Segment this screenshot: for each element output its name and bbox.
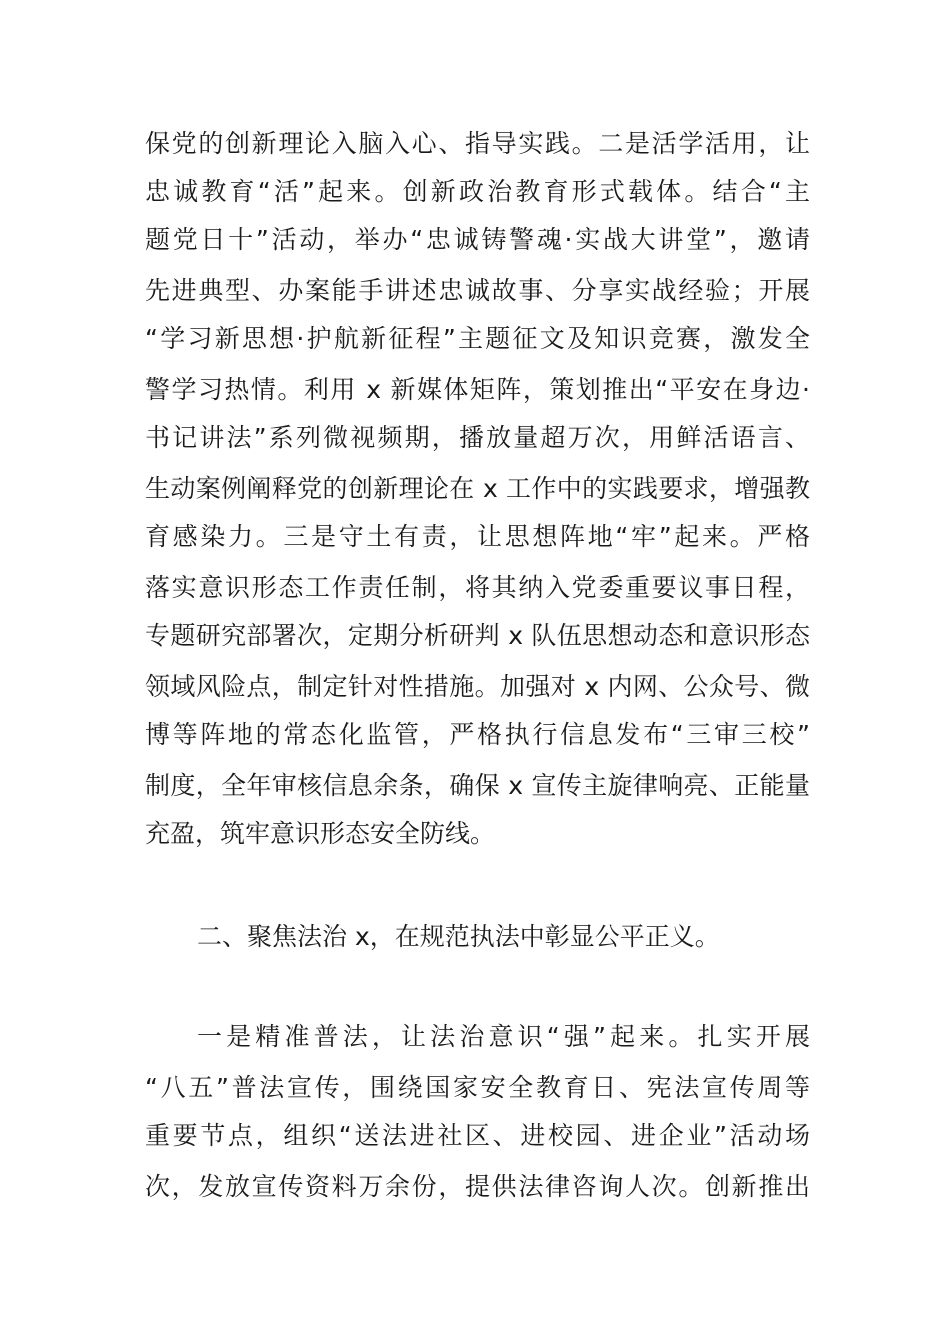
body-text-line: 生动案例阐释党的创新理论在 x 工作中的实践要求，增强教 — [145, 474, 810, 503]
body-text-line: 书记讲法”系列微视频期，播放量超万次，用鲜活语言、 — [145, 423, 810, 452]
body-text-line: 重要节点，组织“送法进社区、进校园、进企业”活动场 — [145, 1121, 810, 1150]
body-text-line: 一是精准普法，让法治意识“强”起来。扎实开展 — [197, 1022, 810, 1051]
body-text-line: 专题研究部署次，定期分析研判 x 队伍思想动态和意识形态 — [145, 621, 810, 650]
body-text-line: 先进典型、办案能手讲述忠诚故事、分享实战经验；开展 — [145, 276, 810, 305]
body-text-line: 忠诚教育“活”起来。创新政治教育形式载体。结合“主 — [145, 177, 810, 206]
body-text-line: 落实意识形态工作责任制，将其纳入党委重要议事日程， — [145, 573, 810, 602]
body-text-line: 领域风险点，制定针对性措施。加强对 x 内网、公众号、微 — [145, 672, 810, 701]
body-text-line: 制度，全年审核信息余条，确保 x 宣传主旋律响亮、正能量 — [145, 771, 810, 800]
body-text-line: 保党的创新理论入脑入心、指导实践。二是活学活用，让 — [145, 129, 810, 158]
body-text-line: “八五”普法宣传，围绕国家安全教育日、宪法宣传周等 — [145, 1073, 810, 1102]
section-heading: 二、聚焦法治 x，在规范执法中彰显公平正义。 — [197, 922, 720, 951]
body-text-line: 次，发放宣传资料万余份，提供法律咨询人次。创新推出 — [145, 1172, 810, 1201]
body-text-line: 育感染力。三是守土有责，让思想阵地“牢”起来。严格 — [145, 522, 810, 551]
body-text-line: 警学习热情。利用 x 新媒体矩阵，策划推出“平安在身边· — [145, 375, 810, 404]
body-text-line: 题党日十”活动，举办“忠诚铸警魂·实战大讲堂”，邀请 — [145, 225, 810, 254]
body-text-line: 充盈，筑牢意识形态安全防线。 — [145, 819, 496, 848]
body-text-line: 博等阵地的常态化监管，严格执行信息发布“三审三校” — [145, 720, 810, 749]
body-text-line: “学习新思想·护航新征程”主题征文及知识竞赛，激发全 — [145, 324, 810, 353]
